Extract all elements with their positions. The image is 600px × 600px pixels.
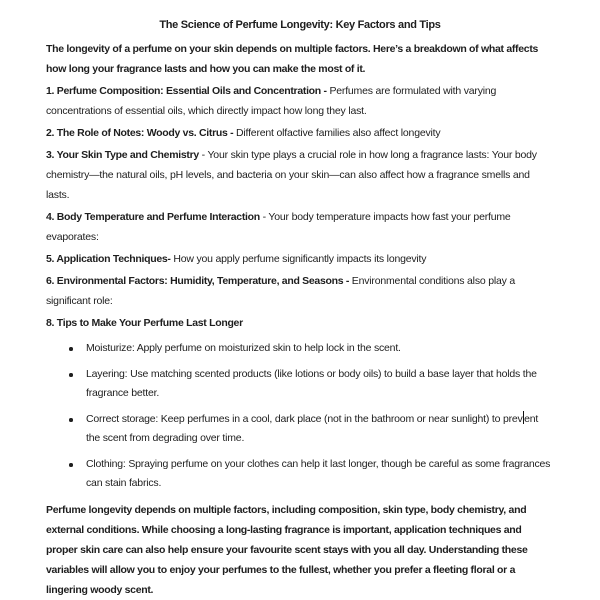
list-item-layering <box>46 365 554 403</box>
section-paragraph-1 <box>46 81 554 121</box>
bullet-icon <box>69 463 73 467</box>
section-body-3: - Your skin type plays a crucial role in how long a fragrance lasts: Your body chemistry—the natural oils, pH levels, and bacteria on your skin—can also affect how a fragrance smells and lasts. <box>46 149 537 201</box>
tips-list <box>46 339 554 493</box>
bullet-icon <box>69 373 73 377</box>
bullet-text: Clothing: Spraying perfume on your clothes can help it last longer, though be careful as some fragrances can stain fabrics. <box>86 458 551 489</box>
section-body-4: - Your body temperature impacts how fast your perfume evaporates: <box>46 211 511 243</box>
section-paragraph-5 <box>46 249 554 269</box>
list-item-storage <box>46 410 554 448</box>
bullet-icon <box>69 347 73 351</box>
conclusion-paragraph: Perfume longevity depends on multiple factors, including composition, skin type, body chemistry, and external conditions. While choosing a long-lasting fragrance is important, application techniques and proper skin care can also help ensure your favourite scent stays with you all day. Understanding these variables will allow you to enjoy your perfumes to the fullest, whether you prefer a fleeting floral or a lingering woody scent. <box>46 504 528 596</box>
section-paragraph-2 <box>46 123 554 143</box>
section-paragraph-3 <box>46 145 554 205</box>
section-paragraph-4 <box>46 207 554 247</box>
section-body-5: How you apply perfume significantly impacts its longevity <box>170 253 427 265</box>
section-paragraph-6 <box>46 271 554 311</box>
document-title: The Science of Perfume Longevity: Key Factors and Tips <box>159 19 441 31</box>
section-body-2: Different olfactive families also affect longevity <box>233 127 441 139</box>
intro-paragraph: The longevity of a perfume on your skin depends on multiple factors. Here’s a breakdown of what affects how long your fragrance lasts and how you can make the most of it. <box>46 43 539 75</box>
bullet-text-before-caret: Correct storage: Keep perfumes in a cool, dark place (not in the bathroom or near sunlight) to prev <box>86 413 523 425</box>
section-heading-2: 2. The Role of Notes: Woody vs. Citrus - <box>46 127 234 139</box>
bullet-icon <box>69 418 73 422</box>
tips-heading: 8. Tips to Make Your Perfume Last Longer <box>46 317 243 329</box>
list-item-clothing <box>46 455 554 493</box>
section-body-6: Environmental conditions also play a significant role: <box>46 275 516 307</box>
bullet-text-after-caret: ent the scent from degrading over time. <box>86 413 539 444</box>
list-item-moisturize <box>46 339 554 358</box>
section-heading-4: 4. Body Temperature and Perfume Interaction <box>46 211 260 223</box>
bullet-text: Moisturize: Apply perfume on moisturized skin to help lock in the scent. <box>86 342 401 354</box>
section-heading-5: 5. Application Techniques- <box>46 253 171 265</box>
bullet-text: Layering: Use matching scented products (like lotions or body oils) to build a base layer that holds the fragrance better. <box>86 368 537 399</box>
section-heading-6: 6. Environmental Factors: Humidity, Temperature, and Seasons - <box>46 275 350 287</box>
section-body-1: Perfumes are formulated with varying concentrations of essential oils, which directly impact how long they last. <box>46 85 497 117</box>
section-heading-3: 3. Your Skin Type and Chemistry <box>46 149 199 161</box>
section-heading-1: 1. Perfume Composition: Essential Oils and Concentration - <box>46 85 327 97</box>
